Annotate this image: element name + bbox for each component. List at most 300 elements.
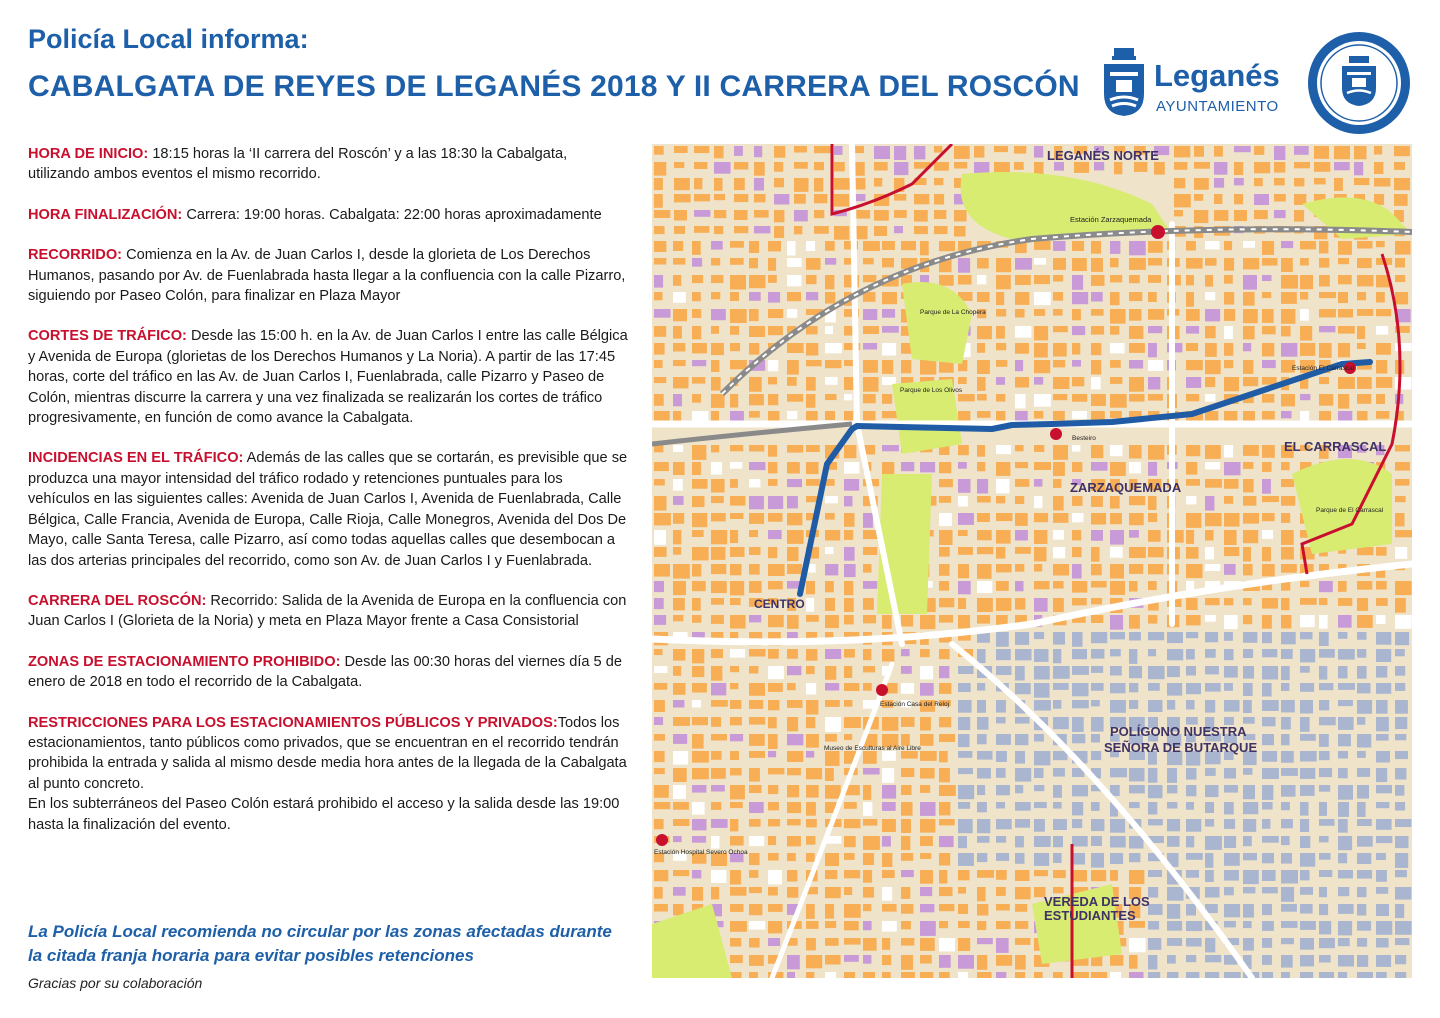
city-block	[1129, 870, 1144, 884]
city-block	[996, 904, 1010, 911]
city-block	[1053, 564, 1069, 576]
city-block	[844, 921, 859, 930]
city-block	[673, 309, 687, 321]
industrial-block	[1357, 972, 1373, 978]
city-block	[934, 210, 946, 219]
city-block	[1053, 292, 1063, 301]
city-block	[844, 581, 853, 595]
industrial-block	[1205, 785, 1219, 797]
industrial-block	[1262, 717, 1276, 726]
industrial-block	[958, 819, 973, 833]
industrial-block	[977, 768, 991, 779]
industrial-block	[1395, 785, 1404, 796]
city-block	[730, 564, 742, 575]
city-block	[1072, 275, 1083, 290]
industrial-block	[1357, 734, 1371, 748]
metro-icon-hospital-severo-ochoa	[656, 834, 668, 846]
city-block	[920, 955, 932, 964]
industrial-block	[1281, 700, 1295, 712]
industrial-block	[1148, 955, 1157, 970]
city-block	[749, 921, 765, 930]
city-block	[882, 955, 891, 965]
industrial-block	[1167, 683, 1182, 696]
label-parque-olivos: Parque de Los Olivos	[900, 387, 963, 394]
industrial-block	[1357, 921, 1371, 931]
industrial-block	[1243, 785, 1255, 799]
city-block	[863, 598, 874, 610]
city-block	[711, 275, 723, 283]
city-block	[1376, 360, 1387, 374]
industrial-block	[1148, 972, 1160, 978]
industrial-block	[996, 819, 1012, 829]
industrial-block	[977, 717, 989, 730]
city-block	[834, 162, 845, 171]
city-block	[1091, 564, 1102, 575]
city-block	[1262, 326, 1276, 334]
city-block	[825, 649, 841, 659]
industrial-block	[1034, 632, 1044, 639]
city-block	[730, 649, 745, 658]
city-block	[1091, 547, 1100, 562]
city-block	[834, 146, 843, 155]
industrial-block	[1129, 632, 1141, 641]
city-block	[1254, 162, 1270, 173]
industrial-block	[1357, 785, 1369, 799]
city-block	[768, 836, 776, 845]
industrial-block	[1167, 700, 1175, 710]
city-block	[1015, 309, 1025, 318]
city-block	[863, 615, 876, 623]
city-block	[920, 615, 935, 629]
city-block	[1186, 615, 1201, 625]
industrial-block	[977, 683, 985, 691]
city-block	[958, 275, 972, 285]
city-block	[1262, 343, 1274, 356]
industrial-block	[1395, 666, 1405, 676]
city-block	[806, 360, 822, 366]
city-block	[958, 377, 967, 384]
industrial-block	[1338, 955, 1354, 967]
city-block	[692, 700, 701, 708]
city-block	[711, 887, 719, 899]
industrial-block	[1110, 853, 1123, 864]
city-block	[1319, 275, 1330, 287]
industrial-block	[1148, 768, 1157, 783]
industrial-block	[958, 836, 967, 848]
city-block	[901, 836, 910, 850]
city-block	[1148, 360, 1163, 371]
industrial-block	[1281, 785, 1296, 797]
city-block	[730, 734, 743, 741]
city-block	[1053, 972, 1063, 978]
section-text: Además de las calles que se cortarán, es previsible que se produzca una mayor intensidad del tráfico rodado y retenciones puntuales para los vehículos en las siguientes calles: Avenida de Juan Carlos I, Avenida de Fuenlabrada, Calle Bélgica, Calle Francia, Avenida de Europa, Calle Rioja, Calle Monegros, Avenida del Dos De Mayo, calle Santa Teresa, calle Pizarro, así como todas aquellas calles que desembocan a las dos arterias principales del recorrido, como son Av. de Juan Carlos I y Fuenlabrada.	[28, 450, 628, 569]
city-block	[844, 734, 852, 740]
city-block	[787, 955, 800, 969]
city-block	[806, 972, 814, 978]
city-block	[1357, 377, 1372, 389]
city-block	[1214, 146, 1223, 157]
industrial-block	[1205, 700, 1215, 713]
city-block	[996, 462, 1010, 476]
city-block	[1354, 162, 1363, 175]
map-blocks	[654, 146, 1412, 978]
city-block	[844, 547, 855, 561]
city-block	[825, 887, 841, 898]
city-block	[730, 870, 741, 885]
city-block	[1194, 146, 1204, 157]
city-block	[1338, 615, 1352, 628]
city-block	[996, 275, 1011, 289]
city-block	[692, 377, 705, 384]
city-block	[1186, 462, 1197, 475]
city-block	[1395, 462, 1410, 471]
industrial-block	[1053, 717, 1069, 729]
city-block	[939, 819, 955, 825]
industrial-block	[1319, 921, 1331, 934]
city-block	[977, 615, 990, 624]
industrial-block	[1053, 700, 1061, 709]
industrial-block	[1376, 955, 1391, 967]
industrial-block	[1281, 734, 1290, 745]
industrial-block	[1395, 717, 1407, 729]
city-block	[692, 768, 709, 779]
city-block	[1294, 162, 1310, 168]
city-block	[749, 241, 759, 253]
city-block	[844, 802, 857, 809]
city-block	[749, 496, 764, 509]
industrial-block	[1224, 632, 1233, 641]
section-carrera-roscon	[28, 591, 628, 632]
section-label: INCIDENCIAS EN EL TRÁFICO:	[28, 450, 244, 467]
city-block	[977, 462, 985, 471]
city-block	[1300, 275, 1313, 289]
industrial-block	[1262, 904, 1272, 915]
city-block	[1110, 496, 1120, 509]
city-block	[920, 836, 933, 846]
industrial-block	[1395, 938, 1409, 945]
city-block	[939, 802, 950, 815]
city-block	[1224, 326, 1233, 339]
city-block	[692, 751, 709, 763]
city-block	[1053, 394, 1067, 400]
city-block	[749, 377, 762, 392]
city-block	[863, 377, 879, 392]
city-block	[1334, 178, 1343, 191]
city-block	[711, 785, 725, 792]
city-block	[1186, 547, 1199, 559]
city-block	[1129, 258, 1146, 270]
industrial-block	[1053, 683, 1069, 690]
city-block	[901, 768, 914, 777]
city-block	[901, 887, 910, 899]
city-block	[774, 178, 784, 187]
industrial-block	[1167, 649, 1183, 660]
city-block	[1015, 564, 1024, 572]
industrial-block	[1243, 717, 1255, 724]
city-block	[1129, 972, 1144, 978]
city-block	[1053, 496, 1064, 511]
industrial-block	[1300, 972, 1313, 978]
city-block	[825, 343, 842, 353]
city-block	[920, 666, 933, 679]
city-block	[920, 938, 935, 951]
city-block	[1148, 564, 1163, 574]
city-block	[1274, 178, 1285, 185]
city-block	[863, 275, 876, 282]
section-text: Carrera: 19:00 horas. Cabalgata: 22:00 horas aproximadamente	[182, 206, 602, 223]
city-block	[1205, 275, 1213, 287]
industrial-block	[1281, 751, 1294, 763]
city-block	[1148, 462, 1157, 476]
industrial-block	[1376, 632, 1391, 645]
city-block	[673, 904, 684, 915]
city-block	[1205, 462, 1220, 470]
industrial-block	[1395, 853, 1408, 868]
city-block	[958, 496, 968, 507]
city-block	[1091, 972, 1107, 978]
city-block	[787, 649, 798, 659]
industrial-block	[1281, 836, 1290, 845]
city-block	[844, 530, 853, 540]
city-block	[674, 178, 690, 190]
city-block	[768, 734, 778, 749]
city-block	[934, 146, 942, 153]
industrial-block	[1129, 853, 1140, 862]
industrial-block	[958, 666, 974, 674]
industrial-block	[1262, 734, 1274, 745]
city-block	[844, 598, 854, 612]
industrial-block	[1034, 683, 1050, 698]
city-block	[734, 194, 748, 202]
city-block	[730, 394, 738, 408]
city-block	[1091, 445, 1103, 458]
industrial-block	[1281, 632, 1296, 644]
city-block	[1129, 241, 1146, 255]
map-railway	[652, 229, 1412, 444]
city-block	[863, 258, 874, 264]
industrial-block	[1395, 921, 1412, 935]
city-block	[1395, 547, 1407, 559]
city-block	[711, 496, 724, 503]
city-block	[787, 445, 803, 453]
city-block	[1357, 292, 1366, 300]
city-block	[825, 785, 841, 799]
industrial-block	[1300, 632, 1313, 639]
city-block	[774, 194, 789, 205]
city-block	[730, 581, 744, 595]
city-block	[1148, 275, 1161, 283]
city-block	[806, 666, 815, 674]
label-vereda-2: ESTUDIANTES	[1044, 908, 1136, 923]
city-block	[1091, 870, 1106, 881]
industrial-block	[1110, 768, 1127, 777]
industrial-block	[1110, 819, 1125, 833]
industrial-block	[1110, 649, 1121, 656]
industrial-block	[1129, 649, 1137, 664]
industrial-block	[1205, 887, 1220, 898]
city-block	[1319, 581, 1333, 592]
city-block	[844, 700, 852, 707]
industrial-block	[1205, 836, 1222, 850]
city-block	[863, 870, 872, 883]
city-block	[1205, 394, 1215, 402]
city-block	[996, 258, 1011, 272]
city-block	[844, 972, 855, 978]
city-block	[787, 564, 802, 574]
city-block	[844, 564, 856, 577]
city-block	[1148, 241, 1163, 253]
industrial-block	[996, 853, 1009, 861]
city-block	[1186, 496, 1196, 504]
label-vereda-1: VEREDA DE LOS	[1044, 894, 1150, 909]
city-block	[1357, 581, 1372, 590]
city-block	[768, 819, 780, 826]
city-block	[1110, 870, 1118, 881]
city-block	[1357, 394, 1371, 404]
industrial-block	[1319, 870, 1332, 877]
city-block	[1186, 445, 1200, 456]
industrial-block	[958, 683, 971, 692]
city-block	[825, 768, 834, 781]
city-block	[958, 955, 974, 969]
city-block	[1274, 162, 1285, 173]
city-block	[825, 853, 839, 866]
city-block	[996, 938, 1009, 953]
city-block	[1243, 547, 1251, 562]
city-block	[787, 700, 803, 708]
industrial-block	[1224, 649, 1234, 660]
industrial-block	[1110, 836, 1126, 848]
industrial-block	[1186, 955, 1196, 962]
city-block	[673, 547, 681, 555]
city-block	[654, 326, 666, 337]
industrial-block	[1376, 734, 1389, 741]
city-block	[1281, 241, 1293, 248]
city-block	[806, 479, 820, 486]
city-block	[844, 870, 860, 878]
industrial-block	[1186, 666, 1196, 676]
city-block	[673, 394, 682, 406]
city-block	[794, 194, 806, 204]
city-block	[1243, 292, 1255, 306]
city-block	[654, 785, 669, 798]
city-block	[768, 870, 782, 885]
industrial-block	[1357, 751, 1366, 758]
industrial-block	[1186, 853, 1203, 860]
city-block	[977, 921, 986, 930]
city-block	[1376, 394, 1385, 404]
industrial-block	[1376, 853, 1386, 860]
city-block	[1376, 547, 1387, 556]
city-block	[863, 802, 872, 816]
city-block	[958, 904, 968, 914]
city-block	[977, 479, 988, 494]
city-block	[768, 768, 784, 774]
city-block	[1194, 178, 1209, 190]
section-label: HORA FINALIZACIÓN:	[28, 206, 183, 223]
city-block	[1148, 445, 1164, 460]
industrial-block	[1224, 700, 1240, 712]
city-block	[825, 751, 840, 766]
city-block	[1395, 343, 1412, 351]
city-block	[1254, 178, 1263, 186]
city-block	[939, 683, 951, 694]
city-block	[1262, 411, 1275, 419]
city-block	[787, 785, 799, 797]
city-block	[1205, 309, 1220, 321]
city-block	[958, 972, 968, 978]
route-map[interactable]	[652, 144, 1412, 978]
city-block	[1186, 394, 1199, 401]
industrial-block	[1129, 785, 1145, 793]
industrial-block	[1129, 700, 1138, 709]
city-block	[1376, 241, 1385, 247]
industrial-block	[1243, 632, 1257, 643]
city-block	[673, 377, 689, 388]
industrial-block	[1110, 700, 1126, 713]
city-block	[939, 513, 952, 526]
city-block	[977, 870, 994, 878]
city-block	[958, 445, 969, 455]
industrial-block	[1376, 649, 1391, 662]
city-block	[901, 955, 913, 970]
city-block	[882, 394, 892, 404]
industrial-block	[1167, 836, 1180, 847]
industrial-block	[1376, 938, 1389, 948]
city-block	[1224, 496, 1233, 504]
city-block	[1110, 955, 1123, 966]
city-block	[996, 581, 1009, 591]
industrial-block	[1224, 870, 1239, 881]
city-block	[996, 377, 1005, 385]
city-block	[1034, 547, 1047, 561]
city-block	[806, 955, 822, 968]
city-block	[1072, 411, 1087, 419]
leganes-logo-name: Leganés	[1154, 58, 1280, 93]
city-block	[1224, 615, 1238, 629]
city-block	[996, 921, 1011, 929]
city-block	[1243, 275, 1257, 290]
section-hora-inicio	[28, 144, 628, 185]
city-block	[806, 853, 815, 862]
industrial-block	[1319, 768, 1332, 777]
city-block	[654, 734, 665, 741]
city-block	[692, 734, 704, 749]
city-block	[714, 210, 726, 218]
industrial-block	[1015, 649, 1032, 660]
city-block	[1053, 598, 1064, 612]
city-block	[958, 581, 971, 594]
city-block	[692, 496, 705, 507]
city-block	[654, 768, 665, 774]
city-block	[1243, 258, 1259, 269]
city-block	[692, 292, 701, 301]
city-block	[711, 734, 727, 741]
city-block	[920, 853, 931, 859]
city-block	[1072, 462, 1082, 472]
city-block	[673, 887, 686, 896]
city-block	[882, 615, 892, 629]
industrial-block	[1376, 717, 1389, 731]
industrial-block	[1186, 819, 1201, 832]
city-block	[749, 683, 765, 696]
industrial-block	[1091, 632, 1107, 643]
industrial-block	[1072, 734, 1085, 743]
city-block	[863, 853, 874, 865]
industrial-block	[1300, 955, 1314, 966]
city-block	[1034, 411, 1043, 419]
city-block	[749, 955, 764, 966]
